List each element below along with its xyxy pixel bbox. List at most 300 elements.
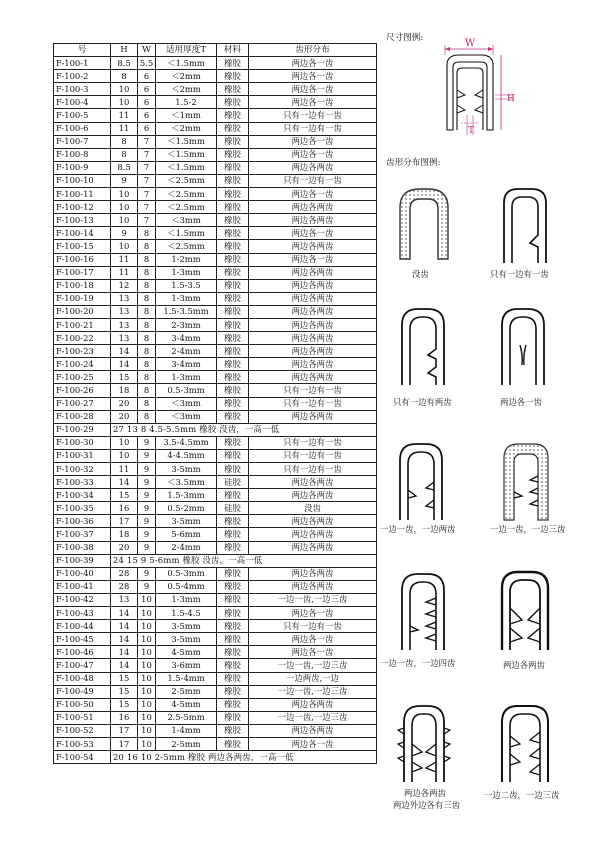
cell-material: 橡胶 bbox=[217, 227, 249, 240]
profile-no-teeth bbox=[396, 185, 452, 261]
cell-w: 7 bbox=[138, 161, 156, 174]
cell-model: F-100-36 bbox=[54, 515, 111, 528]
cell-material: 橡胶 bbox=[217, 109, 249, 122]
cell-material: 橡胶 bbox=[217, 70, 249, 83]
cell-w: 7 bbox=[138, 135, 156, 148]
table-row bbox=[54, 659, 377, 672]
caption-no-teeth: 没齿 bbox=[412, 269, 429, 279]
cell-tooth-distribution: 两边各两齿 bbox=[249, 541, 377, 554]
cell-thickness: 3-4mm bbox=[156, 358, 217, 371]
cell-tooth-distribution: 只有一边有一齿 bbox=[249, 463, 377, 476]
cell-material: 橡胶 bbox=[217, 463, 249, 476]
cell-material: 橡胶 bbox=[217, 724, 249, 737]
cell-w: 10 bbox=[138, 737, 156, 750]
table-row bbox=[54, 633, 377, 646]
profile-one-four-teeth bbox=[398, 570, 448, 652]
cell-thickness: 3.5-4.5mm bbox=[156, 436, 217, 449]
cell-model: F-100-47 bbox=[54, 659, 111, 672]
cell-tooth-distribution: 两边各两齿 bbox=[249, 489, 377, 502]
cell-thickness: 3-5mm bbox=[156, 633, 217, 646]
caption-one-four-teeth: 一边一齿，一边四齿 bbox=[380, 658, 456, 668]
cell-tooth-distribution: 两边各两齿 bbox=[249, 371, 377, 384]
cell-material: 橡胶 bbox=[217, 305, 249, 318]
table-row bbox=[54, 698, 377, 711]
table-row bbox=[54, 345, 377, 358]
cell-material: 硅胶 bbox=[217, 502, 249, 515]
cell-thickness: 3-4mm bbox=[156, 332, 217, 345]
cell-w: 9 bbox=[138, 489, 156, 502]
cell-h: 20 bbox=[111, 397, 138, 410]
cell-material: 橡胶 bbox=[217, 148, 249, 161]
cell-model: F-100-9 bbox=[54, 161, 111, 174]
table-row bbox=[54, 724, 377, 737]
cell-thickness: 2.5-5mm bbox=[156, 711, 217, 724]
table-row bbox=[54, 201, 377, 214]
cell-h: 15 bbox=[111, 371, 138, 384]
cell-thickness: 4-4.5mm bbox=[156, 449, 217, 462]
cell-tooth-distribution: 两边各两齿 bbox=[249, 476, 377, 489]
cell-h: 14 bbox=[111, 476, 138, 489]
cell-w: 8 bbox=[138, 305, 156, 318]
cell-model: F-100-46 bbox=[54, 646, 111, 659]
cell-h: 13 bbox=[111, 292, 138, 305]
cell-h: 14 bbox=[111, 633, 138, 646]
cell-thickness: 1-3mm bbox=[156, 292, 217, 305]
cell-h: 11 bbox=[111, 253, 138, 266]
table-row bbox=[54, 463, 377, 476]
cell-tooth-distribution: 只有一边有一齿 bbox=[249, 449, 377, 462]
cell-tooth-distribution: 两边各一齿 bbox=[249, 96, 377, 109]
cell-thickness: ＜2.5mm bbox=[156, 240, 217, 253]
table-row bbox=[54, 214, 377, 227]
caption-two-three-teeth: 一边二齿，一边三齿 bbox=[484, 790, 560, 800]
cell-tooth-distribution: 两边各一齿 bbox=[249, 83, 377, 96]
cell-thickness: 3-5mm bbox=[156, 463, 217, 476]
cell-thickness: 1.5-3.5mm bbox=[156, 305, 217, 318]
cell-material: 橡胶 bbox=[217, 318, 249, 331]
cell-h: 15 bbox=[111, 698, 138, 711]
cell-h: 14 bbox=[111, 659, 138, 672]
table-row bbox=[54, 541, 377, 554]
header-h: H bbox=[111, 44, 138, 57]
cell-h: 12 bbox=[111, 279, 138, 292]
cell-h: 9 bbox=[111, 227, 138, 240]
cell-w: 9 bbox=[138, 567, 156, 580]
cell-h: 28 bbox=[111, 567, 138, 580]
cell-w: 8 bbox=[138, 240, 156, 253]
table-row bbox=[54, 737, 377, 750]
cell-tooth-distribution: 两边各两齿 bbox=[249, 318, 377, 331]
cell-h: 17 bbox=[111, 737, 138, 750]
cell-w: 9 bbox=[138, 463, 156, 476]
cell-material: 橡胶 bbox=[217, 737, 249, 750]
cell-tooth-distribution: 两边各两齿 bbox=[249, 292, 377, 305]
cell-material: 橡胶 bbox=[217, 83, 249, 96]
cell-tooth-distribution: 两边各两齿 bbox=[249, 358, 377, 371]
table-row bbox=[54, 528, 377, 541]
header-tooth-distribution: 齿形分布 bbox=[249, 44, 377, 57]
cell-tooth-distribution: 只有一边有一齿 bbox=[249, 436, 377, 449]
cell-model: F-100-1 bbox=[54, 57, 111, 70]
cell-material: 橡胶 bbox=[217, 371, 249, 384]
cell-model: F-100-26 bbox=[54, 384, 111, 397]
table-row bbox=[54, 135, 377, 148]
cell-h: 8 bbox=[111, 70, 138, 83]
cell-h: 10 bbox=[111, 96, 138, 109]
cell-w: 8 bbox=[138, 292, 156, 305]
cell-h: 15 bbox=[111, 685, 138, 698]
cell-tooth-distribution: 只有一边有一齿 bbox=[249, 174, 377, 187]
cell-tooth-distribution: 两边各两齿 bbox=[249, 528, 377, 541]
cell-material: 橡胶 bbox=[217, 593, 249, 606]
table-row bbox=[54, 502, 377, 515]
profile-one-side-one-tooth bbox=[500, 185, 550, 265]
table-row bbox=[54, 109, 377, 122]
cell-thickness: ＜1.5mm bbox=[156, 227, 217, 240]
table-row bbox=[54, 318, 377, 331]
cell-h: 13 bbox=[111, 318, 138, 331]
cell-model: F-100-25 bbox=[54, 371, 111, 384]
cell-model: F-100-27 bbox=[54, 397, 111, 410]
table-row bbox=[54, 253, 377, 266]
cell-model: F-100-37 bbox=[54, 528, 111, 541]
cell-tooth-distribution: 两边各两齿 bbox=[249, 332, 377, 345]
cell-w: 10 bbox=[138, 685, 156, 698]
cell-h: 16 bbox=[111, 711, 138, 724]
cell-tooth-distribution: 两边各两齿 bbox=[249, 161, 377, 174]
table-row bbox=[54, 188, 377, 201]
cell-model: F-100-6 bbox=[54, 122, 111, 135]
cell-material: 橡胶 bbox=[217, 672, 249, 685]
cell-tooth-distribution: 两边各两齿 bbox=[249, 698, 377, 711]
cell-thickness: 4-5mm bbox=[156, 646, 217, 659]
cell-tooth-distribution: 两边各两齿 bbox=[249, 266, 377, 279]
cell-material: 橡胶 bbox=[217, 633, 249, 646]
cell-model: F-100-34 bbox=[54, 489, 111, 502]
table-row bbox=[54, 279, 377, 292]
cell-thickness: ＜1.5mm bbox=[156, 57, 217, 70]
cell-h: 8.5 bbox=[111, 161, 138, 174]
cell-w: 10 bbox=[138, 646, 156, 659]
table-row bbox=[54, 476, 377, 489]
cell-thickness: 1-4mm bbox=[156, 724, 217, 737]
size-diagram bbox=[435, 35, 525, 140]
cell-model: F-100-10 bbox=[54, 174, 111, 187]
cell-thickness: ＜3mm bbox=[156, 410, 217, 423]
cell-model: F-100-5 bbox=[54, 109, 111, 122]
cell-h: 14 bbox=[111, 345, 138, 358]
cell-thickness: ＜3.5mm bbox=[156, 476, 217, 489]
cell-tooth-distribution: 只有一边有一齿 bbox=[249, 620, 377, 633]
cell-tooth-distribution: 只有一边有一齿 bbox=[249, 384, 377, 397]
cell-h: 11 bbox=[111, 122, 138, 135]
cell-h: 14 bbox=[111, 646, 138, 659]
profile-each-side-one-tooth bbox=[498, 305, 548, 387]
cell-w: 9 bbox=[138, 515, 156, 528]
cell-material: 橡胶 bbox=[217, 436, 249, 449]
cell-material: 橡胶 bbox=[217, 122, 249, 135]
cell-model: F-100-45 bbox=[54, 633, 111, 646]
cell-thickness: 2-4mm bbox=[156, 541, 217, 554]
cell-tooth-distribution: 两边各两齿 bbox=[249, 567, 377, 580]
cell-thickness: ＜3mm bbox=[156, 214, 217, 227]
table-row bbox=[54, 567, 377, 580]
cell-h: 9 bbox=[111, 174, 138, 187]
cell-material: 橡胶 bbox=[217, 607, 249, 620]
cell-tooth-distribution: 两边各一齿 bbox=[249, 188, 377, 201]
cell-thickness: ＜2.5mm bbox=[156, 188, 217, 201]
cell-material: 橡胶 bbox=[217, 57, 249, 70]
profile-one-three-teeth bbox=[500, 440, 552, 522]
cell-material: 橡胶 bbox=[217, 253, 249, 266]
cell-h: 10 bbox=[111, 214, 138, 227]
cell-tooth-distribution: 只有一边有一齿 bbox=[249, 109, 377, 122]
cell-h: 13 bbox=[111, 332, 138, 345]
cell-h: 14 bbox=[111, 620, 138, 633]
table-row bbox=[54, 57, 377, 70]
cell-w: 8 bbox=[138, 384, 156, 397]
header-thickness: 适用厚度T bbox=[156, 44, 217, 57]
cell-h: 11 bbox=[111, 109, 138, 122]
cell-material: 橡胶 bbox=[217, 174, 249, 187]
cell-w: 9 bbox=[138, 476, 156, 489]
cell-h: 11 bbox=[111, 463, 138, 476]
cell-model: F-100-3 bbox=[54, 83, 111, 96]
cell-thickness: ＜3mm bbox=[156, 397, 217, 410]
cell-w: 7 bbox=[138, 201, 156, 214]
table-row bbox=[54, 685, 377, 698]
cell-material: 橡胶 bbox=[217, 567, 249, 580]
cell-h: 18 bbox=[111, 384, 138, 397]
cell-h: 10 bbox=[111, 449, 138, 462]
cell-w: 8 bbox=[138, 318, 156, 331]
cell-model: F-100-43 bbox=[54, 607, 111, 620]
cell-material: 橡胶 bbox=[217, 397, 249, 410]
table-row bbox=[54, 449, 377, 462]
cell-material: 橡胶 bbox=[217, 698, 249, 711]
caption-one-side-two-teeth: 只有一边有两齿 bbox=[393, 397, 452, 407]
cell-w: 9 bbox=[138, 541, 156, 554]
cell-material: 橡胶 bbox=[217, 449, 249, 462]
table-row bbox=[54, 371, 377, 384]
cell-material: 橡胶 bbox=[217, 161, 249, 174]
cell-tooth-distribution: 两边各两齿 bbox=[249, 345, 377, 358]
cell-w: 10 bbox=[138, 698, 156, 711]
header-model: 号 bbox=[54, 44, 111, 57]
cell-model: F-100-7 bbox=[54, 135, 111, 148]
cell-w: 10 bbox=[138, 593, 156, 606]
cell-thickness: ＜2mm bbox=[156, 83, 217, 96]
cell-h: 14 bbox=[111, 358, 138, 371]
cell-thickness: 1.5-4mm bbox=[156, 672, 217, 685]
cell-tooth-distribution: 两边各一齿 bbox=[249, 135, 377, 148]
cell-model: F-100-48 bbox=[54, 672, 111, 685]
table-row bbox=[54, 580, 377, 593]
cell-h: 8 bbox=[111, 135, 138, 148]
cell-model: F-100-14 bbox=[54, 227, 111, 240]
table-row bbox=[54, 358, 377, 371]
cell-thickness: 3-6mm bbox=[156, 659, 217, 672]
cell-w: 9 bbox=[138, 436, 156, 449]
cell-tooth-distribution: 两边各一齿 bbox=[249, 646, 377, 659]
caption-one-three-teeth: 一边一齿，一边三齿 bbox=[490, 524, 566, 534]
cell-tooth-distribution: 一边一齿,一边三齿 bbox=[249, 659, 377, 672]
cell-w: 8 bbox=[138, 266, 156, 279]
cell-thickness: 0.5-3mm bbox=[156, 384, 217, 397]
cell-tooth-distribution: 一边一齿,一边三齿 bbox=[249, 711, 377, 724]
cell-w: 7 bbox=[138, 188, 156, 201]
cell-h: 13 bbox=[111, 593, 138, 606]
cell-w: 7 bbox=[138, 148, 156, 161]
table-row bbox=[54, 410, 377, 423]
table-row bbox=[54, 711, 377, 724]
table-row bbox=[54, 240, 377, 253]
cell-material: 橡胶 bbox=[217, 541, 249, 554]
cell-tooth-distribution: 两边各两齿 bbox=[249, 214, 377, 227]
cell-material: 橡胶 bbox=[217, 528, 249, 541]
cell-model: F-100-20 bbox=[54, 305, 111, 318]
cell-w: 8 bbox=[138, 371, 156, 384]
cell-model: F-100-21 bbox=[54, 318, 111, 331]
cell-w: 5.5 bbox=[138, 57, 156, 70]
table-row bbox=[54, 148, 377, 161]
cell-w: 6 bbox=[138, 96, 156, 109]
cell-tooth-distribution: 两边各两齿 bbox=[249, 410, 377, 423]
cell-tooth-distribution: 两边各一齿 bbox=[249, 57, 377, 70]
cell-tooth-distribution: 两边各两齿 bbox=[249, 580, 377, 593]
cell-thickness: 2-5mm bbox=[156, 737, 217, 750]
cell-tooth-distribution: 两边各两齿 bbox=[249, 279, 377, 292]
cell-w: 8 bbox=[138, 358, 156, 371]
header-material: 材料 bbox=[217, 44, 249, 57]
cell-thickness: 1-3mm bbox=[156, 266, 217, 279]
cell-tooth-distribution: 两边各一齿 bbox=[249, 607, 377, 620]
cell-model: F-100-31 bbox=[54, 449, 111, 462]
cell-w: 10 bbox=[138, 711, 156, 724]
cell-w: 8 bbox=[138, 345, 156, 358]
cell-merged-specs: 27 13 8 4.5-5.5mm 橡胶 没齿，一高一低 bbox=[111, 423, 377, 436]
cell-h: 11 bbox=[111, 266, 138, 279]
cell-tooth-distribution: 两边各两齿 bbox=[249, 240, 377, 253]
cell-w: 9 bbox=[138, 528, 156, 541]
caption-one-side-one-tooth: 只有一边有一齿 bbox=[490, 269, 549, 279]
table-row bbox=[54, 397, 377, 410]
cell-thickness: 2-4mm bbox=[156, 345, 217, 358]
cell-model: F-100-38 bbox=[54, 541, 111, 554]
cell-thickness: 0.5-4mm bbox=[156, 580, 217, 593]
cell-model: F-100-35 bbox=[54, 502, 111, 515]
table-row bbox=[54, 646, 377, 659]
profile-two-three-teeth bbox=[498, 702, 552, 784]
cell-w: 8 bbox=[138, 279, 156, 292]
cell-material: 橡胶 bbox=[217, 410, 249, 423]
cell-merged-specs: 24 15 9 5-6mm 橡胶 没齿，一高一低 bbox=[111, 554, 377, 567]
cell-h: 20 bbox=[111, 410, 138, 423]
cell-w: 8 bbox=[138, 253, 156, 266]
cell-thickness: ＜1.5mm bbox=[156, 135, 217, 148]
cell-w: 10 bbox=[138, 620, 156, 633]
cell-tooth-distribution: 一边一齿,一边三齿 bbox=[249, 593, 377, 606]
cell-h: 20 bbox=[111, 541, 138, 554]
cell-thickness: 1.5-4.5 bbox=[156, 607, 217, 620]
cell-h: 10 bbox=[111, 240, 138, 253]
cell-material: 橡胶 bbox=[217, 620, 249, 633]
cell-material: 橡胶 bbox=[217, 489, 249, 502]
cell-w: 10 bbox=[138, 724, 156, 737]
cell-thickness: 1.5-3.5 bbox=[156, 279, 217, 292]
cell-h: 28 bbox=[111, 580, 138, 593]
cell-w: 8 bbox=[138, 397, 156, 410]
cell-h: 18 bbox=[111, 528, 138, 541]
cell-model: F-100-54 bbox=[54, 751, 111, 764]
table-row bbox=[54, 607, 377, 620]
cell-h: 15 bbox=[111, 672, 138, 685]
profile-one-two-teeth bbox=[396, 440, 446, 522]
cell-model: F-100-11 bbox=[54, 188, 111, 201]
cell-model: F-100-2 bbox=[54, 70, 111, 83]
cell-model: F-100-50 bbox=[54, 698, 111, 711]
cell-model: F-100-19 bbox=[54, 292, 111, 305]
cell-tooth-distribution: 两边各一齿 bbox=[249, 148, 377, 161]
cell-material: 橡胶 bbox=[217, 358, 249, 371]
cell-thickness: 1-3mm bbox=[156, 593, 217, 606]
cell-material: 橡胶 bbox=[217, 292, 249, 305]
cell-model: F-100-23 bbox=[54, 345, 111, 358]
cell-material: 橡胶 bbox=[217, 345, 249, 358]
cell-thickness: 3-5mm bbox=[156, 620, 217, 633]
table-row bbox=[54, 174, 377, 187]
cell-model: F-100-42 bbox=[54, 593, 111, 606]
cell-h: 16 bbox=[111, 502, 138, 515]
cell-h: 17 bbox=[111, 724, 138, 737]
cell-model: F-100-24 bbox=[54, 358, 111, 371]
cell-tooth-distribution: 两边各两齿 bbox=[249, 724, 377, 737]
header-w: W bbox=[138, 44, 156, 57]
table-row bbox=[54, 332, 377, 345]
cell-h: 15 bbox=[111, 489, 138, 502]
cell-thickness: 2-5mm bbox=[156, 685, 217, 698]
cell-model: F-100-33 bbox=[54, 476, 111, 489]
cell-model: F-100-32 bbox=[54, 463, 111, 476]
cell-thickness: 0.5-3mm bbox=[156, 567, 217, 580]
cell-material: 橡胶 bbox=[217, 96, 249, 109]
table-row bbox=[54, 70, 377, 83]
cell-model: F-100-30 bbox=[54, 436, 111, 449]
cell-thickness: ＜1mm bbox=[156, 109, 217, 122]
cell-w: 8 bbox=[138, 332, 156, 345]
dim-w-text: W bbox=[464, 38, 476, 49]
cell-w: 10 bbox=[138, 607, 156, 620]
table-row bbox=[54, 554, 377, 567]
table-row bbox=[54, 436, 377, 449]
table-header-row bbox=[54, 44, 377, 57]
cell-material: 橡胶 bbox=[217, 188, 249, 201]
cell-tooth-distribution: 两边各两齿 bbox=[249, 305, 377, 318]
cell-w: 6 bbox=[138, 83, 156, 96]
cell-tooth-distribution: 两边各一齿 bbox=[249, 70, 377, 83]
cell-w: 10 bbox=[138, 659, 156, 672]
cell-material: 橡胶 bbox=[217, 279, 249, 292]
cell-material: 橡胶 bbox=[217, 685, 249, 698]
cell-material: 橡胶 bbox=[217, 711, 249, 724]
profile-one-side-two-teeth bbox=[398, 305, 448, 387]
cell-model: F-100-12 bbox=[54, 201, 111, 214]
cell-thickness: ＜1.5mm bbox=[156, 161, 217, 174]
cell-model: F-100-51 bbox=[54, 711, 111, 724]
cell-h: 17 bbox=[111, 515, 138, 528]
cell-w: 9 bbox=[138, 502, 156, 515]
cell-model: F-100-52 bbox=[54, 724, 111, 737]
